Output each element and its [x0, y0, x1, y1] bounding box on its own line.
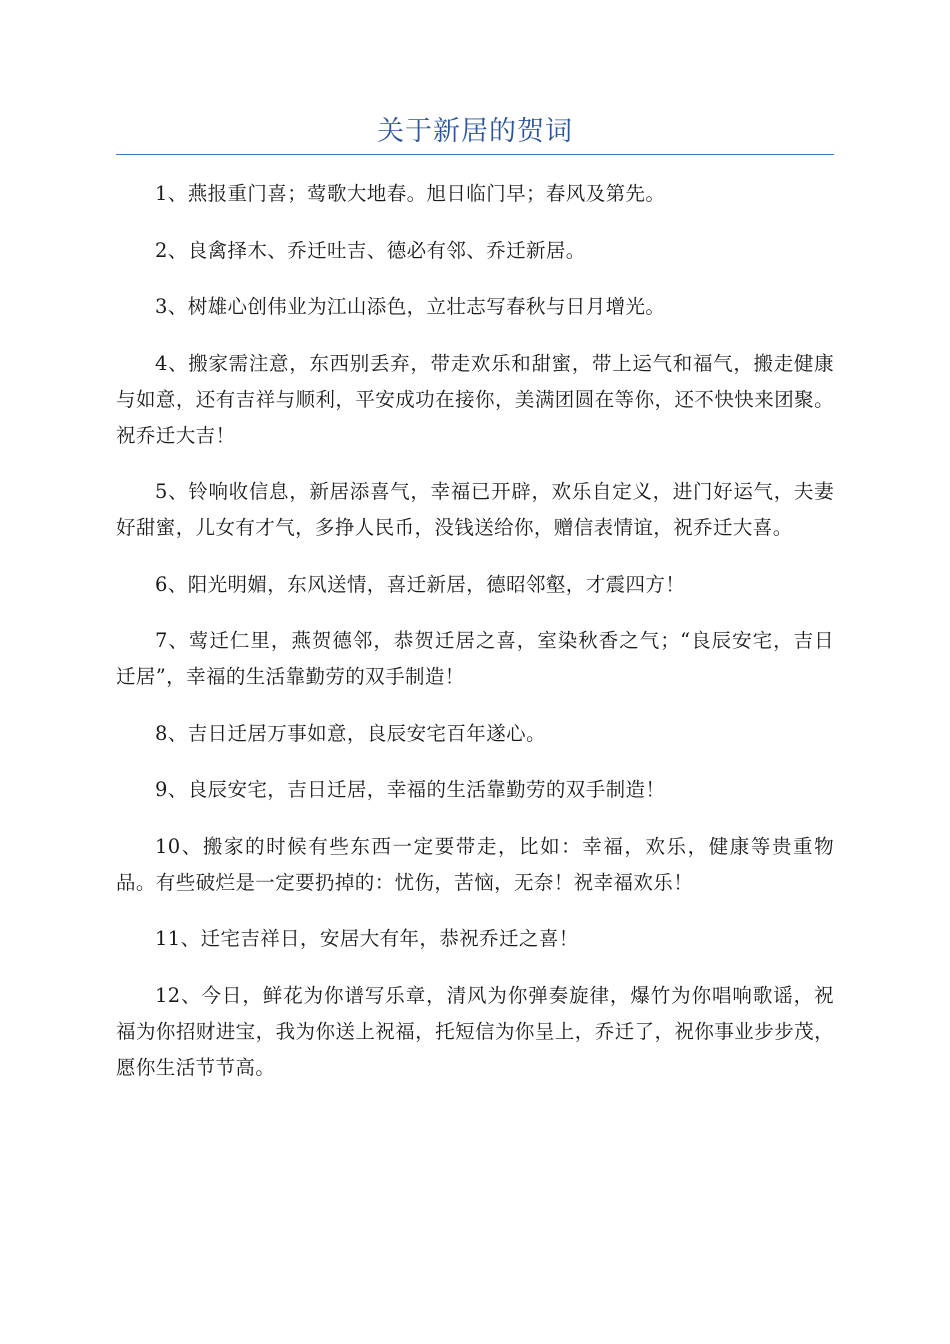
paragraph-6: 6、阳光明媚，东风送情，喜迁新居，德昭邻壑，才震四方！ — [155, 572, 686, 596]
paragraph-8: 8、吉日迁居万事如意，良辰安宅百年遂心。 — [155, 721, 546, 745]
paragraph-1: 1、燕报重门喜；莺歌大地春。旭日临门早；春风及第先。 — [155, 182, 666, 205]
paragraph-12: 12、今日，鲜花为你谱写乐章，清风为你弹奏旋律，爆竹为你唱响歌谣，祝福为你招财进宝，我为你送上祝福，托短信为你呈上，乔迁了，祝你事业步步茂，愿你生活节节高。 — [116, 983, 834, 1079]
paragraph-2: 2、良禽择木、乔迁吐吉、德必有邻、乔迁新居。 — [155, 238, 586, 262]
paragraph-4: 4、搬家需注意，东西别丢弃，带走欢乐和甜蜜，带上运气和福气，搬走健康与如意，还有吉祥与顺利，平安成功在接你，美满团圆在等你，还不快快来团聚。祝乔迁大吉！ — [116, 351, 834, 447]
page-title: 关于新居的贺词 — [377, 116, 573, 147]
paragraph-11: 11、迁宅吉祥日，安居大有年，恭祝乔迁之喜！ — [155, 927, 579, 950]
title-underline — [116, 154, 834, 155]
document-body — [116, 176, 834, 1106]
paragraph-3: 3、树雄心创伟业为江山添色，立壮志写春秋与日月增光。 — [155, 295, 666, 318]
paragraph-10: 10、搬家的时候有些东西一定要带走，比如：幸福，欢乐，健康等贵重物品。有些破烂是一定要扔掉的：忧伤，苦恼，无奈！祝幸福欢乐！ — [116, 834, 834, 894]
paragraph-7: 7、莺迁仁里，燕贺德邻，恭贺迁居之喜，室染秋香之气；“良辰安宅，吉日迁居”，幸福的生活靠勤劳的双手制造！ — [116, 629, 834, 688]
paragraph-9: 9、良辰安宅，吉日迁居，幸福的生活靠勤劳的双手制造！ — [155, 778, 666, 801]
paragraph-5: 5、铃响收信息，新居添喜气，幸福已开辟，欢乐自定义，进门好运气，夫妻好甜蜜，儿女有才气，多挣人民币，没钱送给你，赠信表情谊，祝乔迁大喜。 — [116, 480, 834, 539]
